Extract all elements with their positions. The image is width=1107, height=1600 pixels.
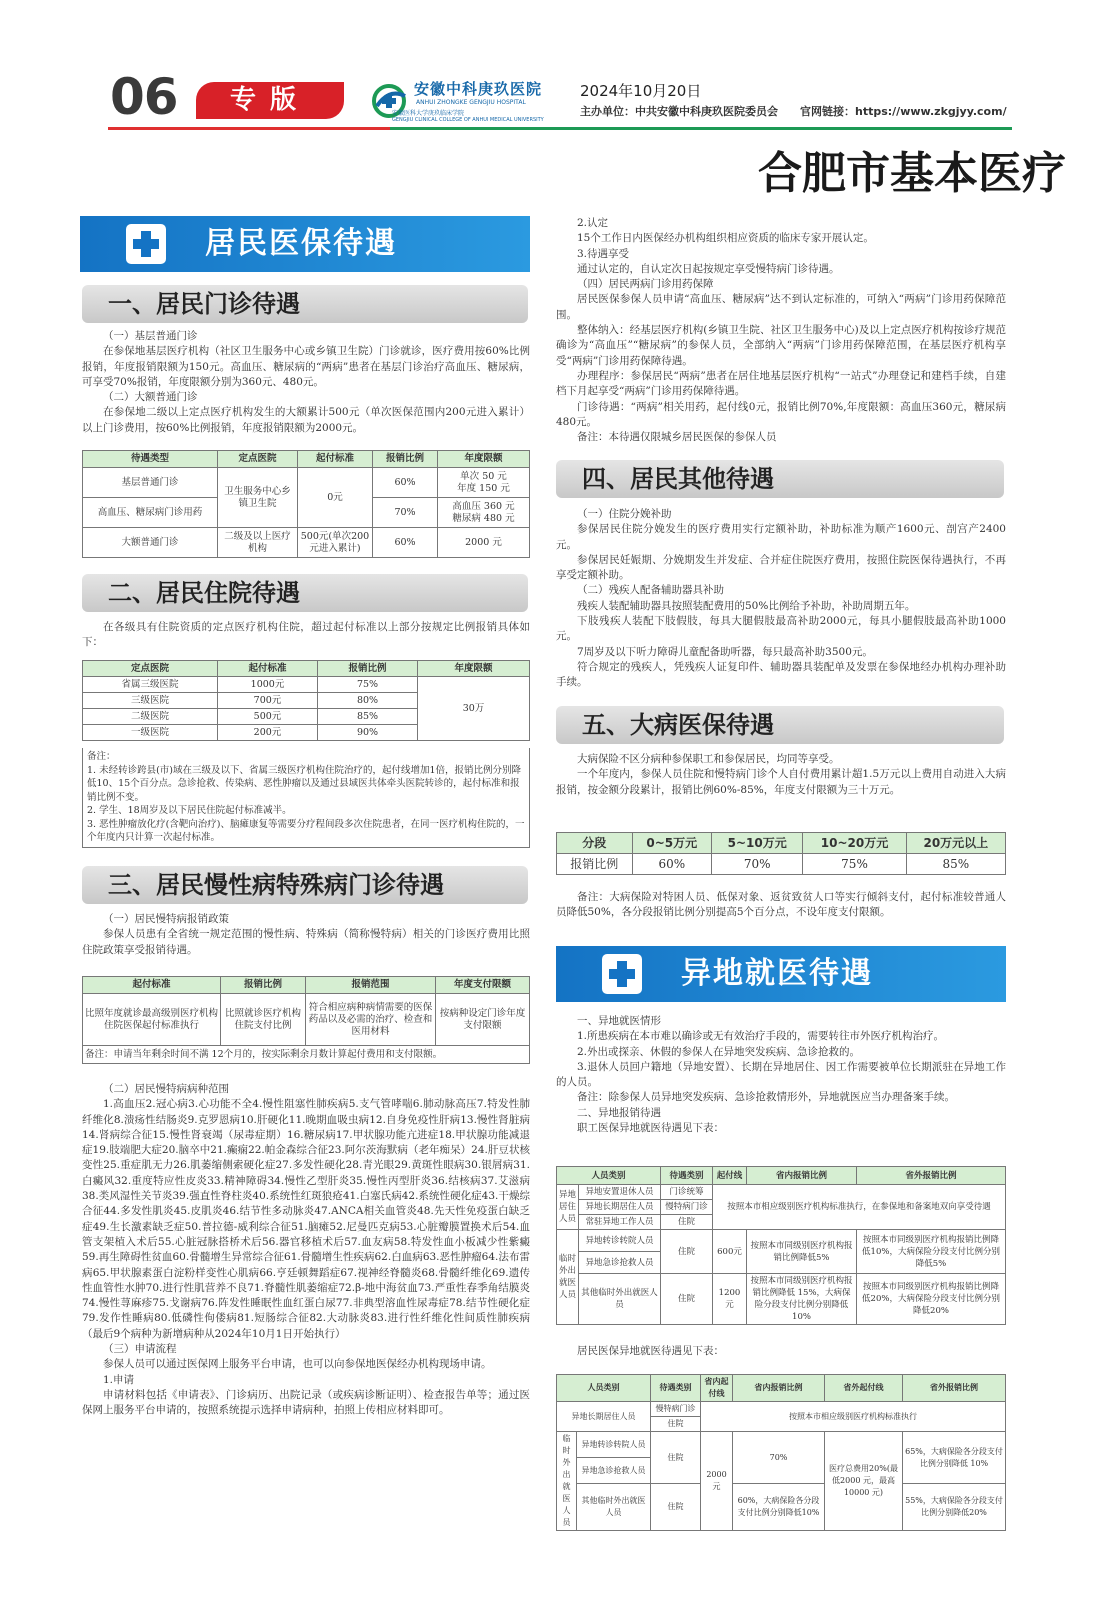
section-inpatient: 二、居民住院待遇	[82, 574, 528, 612]
td: 省属三级医院	[83, 677, 218, 693]
td: 单次 50 元 年度 150 元	[438, 468, 530, 498]
th: 人员类别	[557, 1375, 651, 1402]
para: 3.待遇享受	[577, 247, 630, 260]
para: 7周岁及以下听力障碍儿童配备助听器，每只最高补助3500元。	[577, 645, 873, 658]
para: 申请材料包括《申请表》、门诊病历、出院记录（或疾病诊断证明）、检查报告单等；通过医保网上服务平台申请的，按照系统提示选择申请病种，拍照上传相应材料即可。	[82, 1388, 530, 1417]
td: 0元	[298, 468, 373, 528]
para: 参保居民住院分娩发生的医疗费用实行定额补助，补助标准为顺产1600元、剖宫产2400元。	[556, 523, 1006, 551]
page-number: 06	[110, 68, 178, 126]
td: 高血压、糖尿病门诊用药	[83, 498, 218, 528]
td: 住院	[651, 1432, 701, 1484]
para: 在各级具有住院资质的定点医疗机构住院，超过起付标准以上部分按规定比例报销具体如下：	[82, 621, 530, 649]
td: 卫生服务中心乡镇卫生院	[218, 468, 298, 528]
note: 1. 未经转诊跨县(市)域在三级及以下、省属三级医疗机构住院治疗的，起付线增加1倍，报销比例分别降低10、15个百分点。急诊抢救、传染病、恶性肿瘤以及通过县域医共体牵头医院转诊的，起付标准和报销比例不变。	[87, 764, 522, 803]
website-link[interactable]: 官网链接：https://www.zkgjyy.com/	[800, 105, 1007, 118]
para: 1.申请	[103, 1373, 135, 1386]
outpatient-text	[82, 329, 530, 436]
td: 临时外出就医人员	[557, 1432, 577, 1531]
td: 70%	[712, 854, 803, 875]
td: 异地长期居住人员	[579, 1200, 661, 1215]
td: 门诊统筹	[661, 1185, 713, 1200]
td: 住院	[651, 1417, 701, 1432]
para: 职工医保异地就医待遇见下表：	[577, 1122, 724, 1135]
para: 15个工作日内医保经办机构组织相应资质的临床专家开展认定。	[577, 232, 874, 245]
college-name: 安徽医科大学庚玖临床学院	[392, 110, 465, 117]
para: （二）残疾人配备辅助器具补助	[577, 584, 724, 597]
para: 整体纳入：经基层医疗机构(乡镇卫生院、社区卫生服务中心)及以上定点医疗机构按诊疗规范确诊为“高血压”“糖尿病”的参保人员，全部纳入“两病”门诊用药保障范围，在基层医疗机构享受“两病”门诊用药保障待遇。	[556, 324, 1006, 367]
td: 200元	[218, 725, 318, 741]
sponsor-line	[580, 106, 1007, 117]
th: 年度支付限额	[436, 977, 530, 994]
th: 分段	[557, 833, 633, 854]
th: 起付标准	[218, 661, 318, 677]
medical-cross-icon	[126, 224, 166, 264]
td: 500元	[218, 709, 318, 725]
td: 85%	[318, 709, 418, 725]
para: （四）居民两病门诊用药保障	[577, 278, 714, 291]
td: 2000 元	[438, 528, 530, 558]
section-chronic: 三、居民慢性病特殊病门诊待遇	[82, 866, 528, 904]
right-top-text	[556, 216, 1006, 445]
offsite-text	[556, 1014, 1006, 1136]
td: 大额普通门诊	[83, 528, 218, 558]
note: 3. 恶性肿瘤放化疗(含靶向治疗)、脑瘫康复等需要分疗程间段多次住院患者，在同一医疗机构住院的，一个年度内只计算一次起付标准。	[87, 818, 525, 843]
th: 省内起付线	[701, 1375, 733, 1402]
th: 待遇类型	[83, 451, 218, 468]
outpatient-table	[82, 450, 530, 558]
td: 住院	[661, 1274, 713, 1325]
td: 60%	[632, 854, 711, 875]
td: 报销比例	[557, 854, 633, 875]
td: 异地安置退休人员	[579, 1185, 661, 1200]
banner-resident	[80, 216, 530, 272]
note: 备注：	[87, 751, 116, 762]
td: 三级医院	[83, 693, 218, 709]
td: 住院	[661, 1215, 713, 1230]
td: 住院	[661, 1230, 713, 1274]
para: 2.外出或探亲、休假的参保人在异地突发疾病、急诊抢救的。	[577, 1045, 861, 1058]
td: 比照就诊医疗机构住院支付比例	[221, 994, 306, 1046]
note: 2. 学生、18周岁及以下居民住院起付标准减半。	[87, 805, 292, 816]
td: 异地长期居住人员	[557, 1402, 651, 1432]
college-name-en: GENGJIU CLINICAL COLLEGE OF ANHUI MEDICAL UNIVERSITY	[392, 117, 544, 123]
page-title: 合肥市基本医疗	[758, 148, 1066, 199]
th: 定点医院	[83, 661, 218, 677]
td: 55%，大病保险各分段支付比例分别降低20%	[903, 1484, 1006, 1531]
td: 60%	[373, 468, 438, 498]
para: （二）居民慢特病病种范围	[103, 1083, 229, 1095]
td: 符合相应病种病情需要的医保药品以及必需的治疗、检查和医用材料	[306, 994, 436, 1046]
td: 2000元	[701, 1432, 733, 1531]
th: 省外报销比例	[903, 1375, 1006, 1402]
td: 异地居住人员	[557, 1185, 579, 1230]
td: 住院	[651, 1484, 701, 1531]
th: 报销范围	[306, 977, 436, 994]
inpatient-text	[82, 620, 530, 651]
para: 备注：除参保人员异地突发疾病、急诊抢救情形外，异地就医应当办理备案手续。	[577, 1091, 955, 1104]
th: 省外报销比例	[857, 1167, 1006, 1185]
td: 按照本市同级别医疗机构报销比例降低20%，大病保险分段支付比例分别降低20%	[857, 1274, 1006, 1325]
para: 居民医保参保人员申请“高血压、糖尿病”达不到认定标准的，可纳入“两病”门诊用药保障范围。	[556, 293, 1006, 321]
td: 500元(单次200元进入累计)	[298, 528, 373, 558]
header-rule-green	[390, 127, 1012, 130]
para: 2.认定	[577, 217, 609, 229]
inpatient-table	[82, 660, 530, 741]
td: 异地转诊转院人员	[577, 1432, 651, 1458]
td: 70%	[373, 498, 438, 528]
th: 20万元以上	[906, 833, 1005, 854]
td: 其他临时外出就医人员	[579, 1274, 661, 1325]
para: 通过认定的，自认定次日起按规定享受慢特病门诊待遇。	[577, 262, 840, 275]
td: 600元	[713, 1230, 747, 1274]
chronic-text	[82, 912, 530, 958]
para: （一）居民慢特病报销政策	[103, 913, 229, 925]
th: 10~20万元	[803, 833, 906, 854]
td: 70%	[733, 1432, 825, 1484]
th: 起付线	[713, 1167, 747, 1185]
para: 参保人员患有全省统一规定范围的慢性病、特殊病（简称慢特病）相关的门诊医疗费用比照住院政策享受报销待遇。	[82, 928, 530, 956]
section-critical: 五、大病医保待遇	[556, 706, 1004, 744]
th: 年度限额	[418, 661, 530, 677]
section-label: 专版	[196, 82, 344, 119]
th: 报销比例	[221, 977, 306, 994]
other-text	[556, 507, 1006, 691]
td: 60%	[373, 528, 438, 558]
td: 90%	[318, 725, 418, 741]
td: 高血压 360 元 糖尿病 480 元	[438, 498, 530, 528]
td: 异地急诊抢救人员	[579, 1252, 661, 1274]
medical-cross-icon	[602, 954, 642, 994]
th: 5~10万元	[712, 833, 803, 854]
para: 一、异地就医情形	[577, 1015, 661, 1027]
td: 80%	[318, 693, 418, 709]
hospital-name: 安徽中科庚玖医院	[414, 80, 543, 98]
th: 年度限额	[438, 451, 530, 468]
td: 异地转诊转院人员	[579, 1230, 661, 1252]
para: 办理程序：参保居民“两病”患者在居住地基层医疗机构“一站式”办理登记和建档手续，自建档下月起享受“两病”门诊用药保障待遇。	[556, 369, 1006, 398]
inpatient-notes	[82, 748, 530, 848]
td: 30万	[418, 677, 530, 741]
th: 待遇类别	[651, 1375, 701, 1402]
td: 按照本市相应级别医疗机构标准执行，在参保地和备案地双向享受待遇	[713, 1185, 1006, 1230]
employee-offsite-table	[556, 1166, 1006, 1325]
section-other: 四、居民其他待遇	[556, 460, 1004, 498]
para: 1.所患疾病在本市难以确诊或无有效治疗手段的，需要转往市外医疗机构治疗。	[577, 1030, 945, 1043]
chronic-text-2	[82, 1082, 530, 1419]
para: 备注：大病保险对特困人员、低保对象、返贫致贫人口等实行倾斜支付，起付标准较普通人员降低50%，各分段报销比例分别提高5个百分点，不设年度支付限额。	[556, 891, 1006, 919]
para: 符合规定的残疾人，凭残疾人证复印件、辅助器具装配单及发票在参保地经办机构办理补助手续。	[556, 660, 1006, 689]
issue-date: 2024年10月20日	[580, 82, 702, 100]
para: 居民医保异地就医待遇见下表：	[577, 1345, 724, 1357]
banner-offsite	[556, 946, 1006, 1002]
td: 医疗总费用20%(最低2000 元，最高10000 元)	[825, 1432, 903, 1531]
th: 报销比例	[373, 451, 438, 468]
td: 按照本市同级别医疗机构报销比例降低10%，大病保险分段支付比例分别降低5%	[857, 1230, 1006, 1274]
td: 1000元	[218, 677, 318, 693]
resident-offsite-table	[556, 1374, 1006, 1531]
td: 二级及以上医疗机构	[218, 528, 298, 558]
para: 参保居民妊娠期、分娩期发生并发症、合并症住院医疗费用，按照住院医保待遇执行，不再享受定额补助。	[556, 553, 1006, 582]
para: 门诊待遇：“两病”相关用药，起付线0元，报销比例70%,年度限额：高血压360元，糖尿病480元。	[556, 400, 1006, 428]
td: 75%	[318, 677, 418, 693]
th: 省外起付线	[825, 1375, 903, 1402]
td: 65%，大病保险各分段支付比例分别降低 10%	[903, 1432, 1006, 1484]
hospital-name-en: ANHUI ZHONGKE GENGJIU HOSPITAL	[416, 99, 526, 106]
para: 在参保地二级以上定点医疗机构发生的大额累计500元（单次医保范围内200元进入累计）以上门诊费用，按60%比例报销，年度报销限额为2000元。	[82, 406, 530, 434]
para: （二）大额普通门诊	[103, 391, 198, 404]
td: 75%	[803, 854, 906, 875]
td: 常驻异地工作人员	[579, 1215, 661, 1230]
td: 异地急诊抢救人员	[577, 1458, 651, 1484]
th: 起付标准	[83, 977, 221, 994]
th: 省内报销比例	[733, 1375, 825, 1402]
td: 比照年度就诊最高级别医疗机构住院医保起付标准执行	[83, 994, 221, 1046]
para: （三）申请流程	[103, 1343, 177, 1356]
td: 按照本市同级别医疗机构报销比例降低5%	[747, 1230, 857, 1274]
td: 1200元	[713, 1274, 747, 1325]
td: 临时外出就医人员	[557, 1230, 579, 1325]
td: 按照本市同级别医疗机构报销比例降低 15%，大病保险分段支付比例分别降低10%	[747, 1274, 857, 1325]
para: 下肢残疾人装配下肢假肢，每具大腿假肢最高补助2000元，每具小腿假肢最高补助1000元。	[556, 615, 1006, 643]
td: 700元	[218, 693, 318, 709]
td: 85%	[906, 854, 1005, 875]
para: 3.退休人员回户籍地（异地安置）、长期在异地居住、因工作需要被单位长期派驻在异地工作的人员。	[556, 1060, 1006, 1089]
para: 二、异地报销待遇	[577, 1106, 661, 1119]
th: 0~5万元	[632, 833, 711, 854]
td: 慢特病门诊	[661, 1200, 713, 1215]
th: 报销比例	[318, 661, 418, 677]
critical-table	[556, 832, 1006, 875]
th: 起付标准	[298, 451, 373, 468]
banner-title: 异地就医待遇	[681, 956, 873, 991]
td: 其他临时外出就医人员	[577, 1484, 651, 1531]
td: 二级医院	[83, 709, 218, 725]
critical-note	[556, 890, 1006, 921]
th: 省内报销比例	[747, 1167, 857, 1185]
chronic-table	[82, 976, 530, 1064]
th: 定点医院	[218, 451, 298, 468]
para: 一个年度内，参保人员住院和慢特病门诊个人自付费用累计超1.5万元以上费用自动进入大病报销，按金额分段累计，报销比例60%-85%，年度支付限额为三十万元。	[556, 768, 1006, 796]
resident-offsite-caption	[556, 1344, 1006, 1359]
critical-text	[556, 752, 1006, 798]
para: 残疾人装配辅助器具按照装配费用的50%比例给予补助，补助周期五年。	[577, 599, 916, 612]
para: 大病保险不区分病种参保职工和参保居民，均同等享受。	[577, 753, 840, 765]
th: 待遇类别	[661, 1167, 713, 1185]
td: 慢特病门诊	[651, 1402, 701, 1417]
para: （一）住院分娩补助	[577, 508, 672, 520]
td: 一级医院	[83, 725, 218, 741]
td: 60%，大病保险各分段支付比例分别降低10%	[733, 1484, 825, 1531]
para: 1.高血压2.冠心病3.心功能不全4.慢性阻塞性肺疾病5.支气管哮喘6.肺动脉高压7.特发性肺纤维化8.溃疡性结肠炎9.克罗恩病10.肝硬化11.晚期血吸虫病12.自身免疫性肝病13.慢性肾脏病14.肾病综合征15.慢性肾衰竭（尿毒症期）16.糖尿病17.甲状腺功能亢进症18.甲状腺功能减退症19.肢端肥大症20.脑卒中21.癫痫22.帕金森综合征23.阿尔茨海默病（老年痴呆）24.肝豆状核变性25.重症肌无力26.肌萎缩侧索硬化症27.多发性硬化28.青光眼29.黄斑性眼病30.银屑病31.白癜风32.重度特应性皮炎33.精神障碍34.慢性乙型肝炎35.慢性丙型肝炎36.结核病37.艾滋病38.类风湿性关节炎39.强直性脊柱炎40.系统性红斑狼疮41.白塞氏病42.系统性硬化症43.干燥综合征44.多发性肌炎45.皮肌炎46.结节性多动脉炎47.ANCA相关血管炎48.先天性免疫蛋白缺乏症49.生长激素缺乏症50.普拉德-威利综合征51.脑瘫52.尼曼匹克病53.心脏瓣膜置换术后54.血管支架植入术后55.心脏冠脉搭桥术后56.器官移植术后57.血友病58.特发性血小板减少性紫癜59.再生障碍性贫血60.骨髓增生异常综合征61.骨髓增生性疾病62.白血病63.恶性肿瘤64.法布雷病65.甲状腺素蛋白淀粉样变性心肌病66.亨廷顿舞蹈症67.视神经脊髓炎68.骨髓纤维化69.遗传性血管性水肿70.进行性肌营养不良71.脊髓性肌萎缩症72.β-地中海贫血73.严重性春季角结膜炎74.慢性荨麻疹75.戈谢病76.阵发性睡眠性血红蛋白尿77.非典型溶血性尿毒症78.结节性硬化症79.发作性睡病80.低磷性佝偻病81.短肠综合征82.大动脉炎83.进行性纤维化性间质性肺疾病（最后9个病种为新增病种从2024年10月1日开始执行）	[82, 1098, 530, 1340]
para: 参保人员可以通过医保网上服务平台申请，也可以向参保地医保经办机构现场申请。	[103, 1358, 492, 1371]
section-outpatient: 一、居民门诊待遇	[82, 285, 528, 323]
para: （一）基层普通门诊	[103, 330, 198, 342]
th: 人员类别	[557, 1167, 661, 1185]
para: 备注：本待遇仅限城乡居民医保的参保人员	[577, 431, 777, 444]
td: 基层普通门诊	[83, 468, 218, 498]
para: 在参保地基层医疗机构（社区卫生服务中心或乡镇卫生院）门诊就诊，医疗费用按60%比例报销，年度报销限额为150元。高血压、糖尿病的“两病”患者在基层门诊治疗高血压、糖尿病，可享受70%报销，年度限额分别为360元、480元。	[82, 345, 530, 388]
sponsor: 主办单位：中共安徽中科庚玖医院委员会	[580, 105, 778, 118]
banner-title: 居民医保待遇	[205, 226, 397, 261]
td: 按照本市相应级别医疗机构标准执行	[701, 1402, 1006, 1432]
td: 按病种设定门诊年度支付限额	[436, 994, 530, 1046]
td: 备注：申请当年剩余时间不满 12个月的，按实际剩余月数计算起付费用和支付限额。	[83, 1046, 530, 1064]
